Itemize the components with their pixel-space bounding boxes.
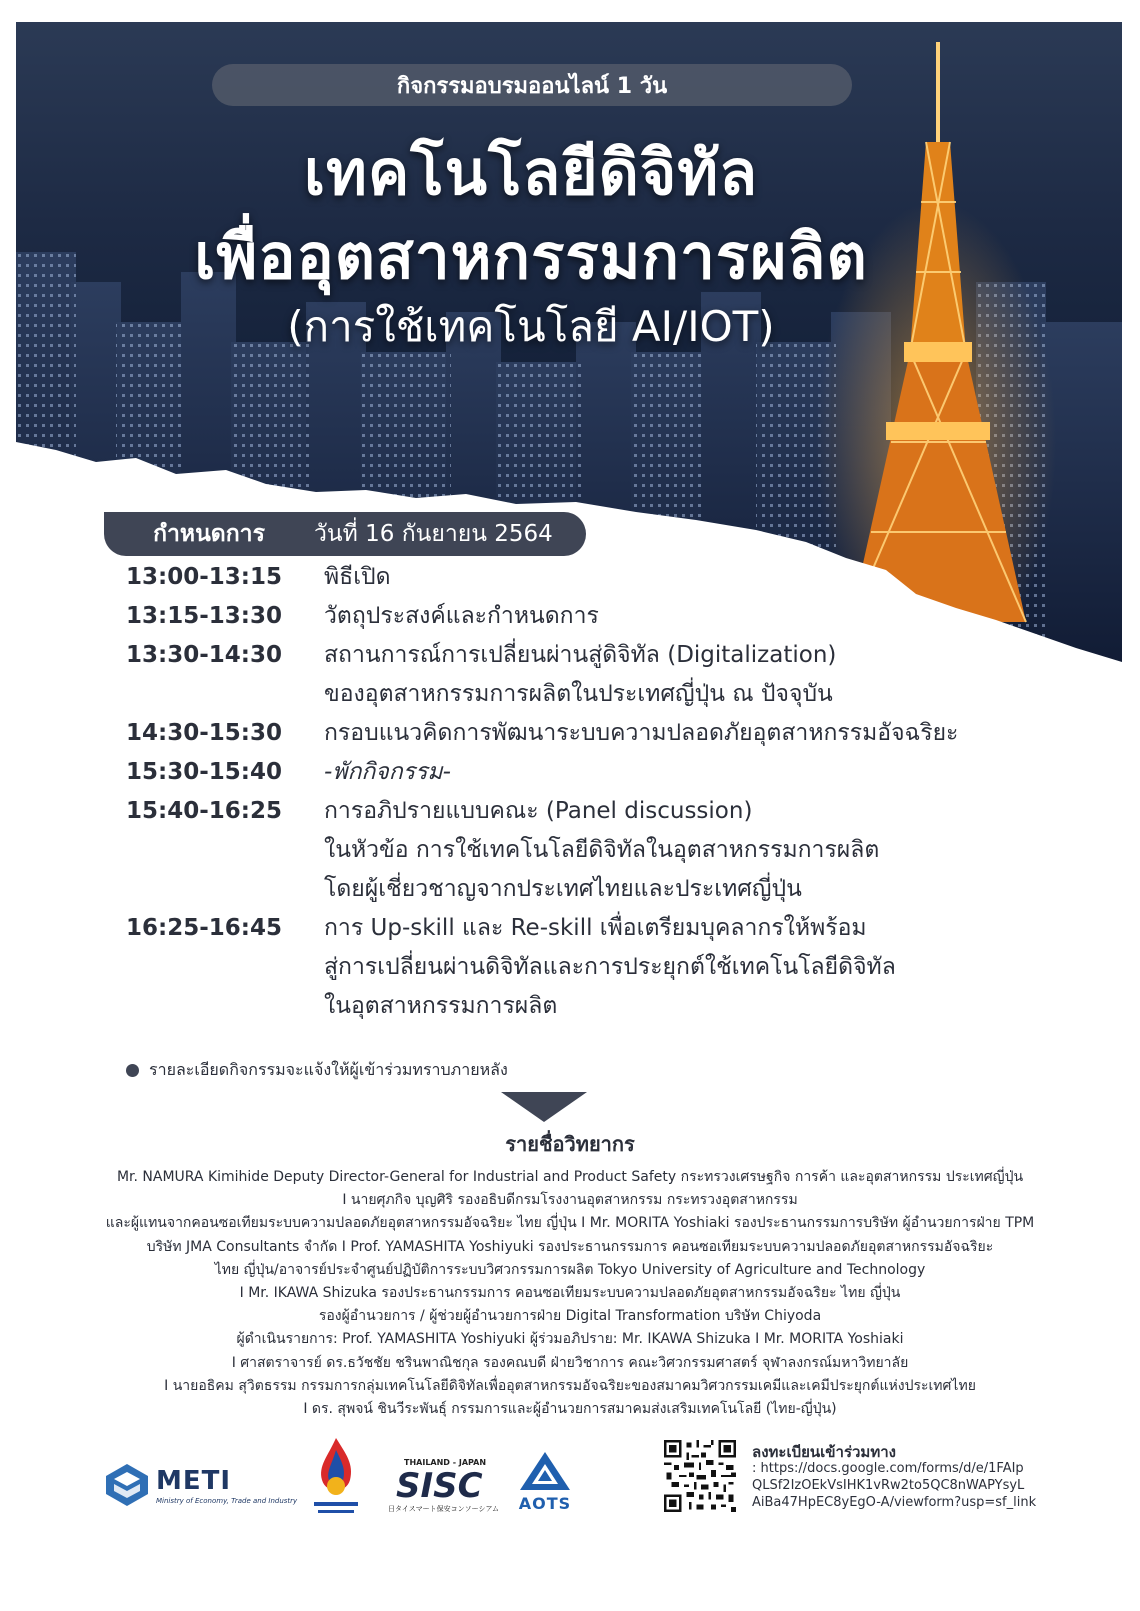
event-subtitle: (การใช้เทคโนโลยี AI/IOT) bbox=[287, 302, 775, 351]
schedule-row bbox=[126, 636, 1026, 714]
schedule-desc: การอภิปรายแบบคณะ (Panel discussion) bbox=[324, 798, 753, 824]
register-title: ลงทะเบียนเข้าร่วมทาง bbox=[752, 1443, 896, 1461]
aots-name: AOTS bbox=[518, 1494, 572, 1513]
schedule-desc: การ Up-skill และ Re-skill เพื่อเตรียมบุคลากรให้พร้อม bbox=[324, 915, 867, 941]
event-title-line2: เพื่ออุตสาหกรรมการผลิต bbox=[194, 220, 868, 293]
speaker-line: รองผู้อำนวยการ / ผู้ช่วยผู้อำนวยการฝ่าย Digital Transformation บริษัท Chiyoda bbox=[318, 1308, 822, 1325]
schedule-time: 13:30-14:30 bbox=[126, 642, 282, 668]
schedule-time: 15:40-16:25 bbox=[126, 798, 282, 824]
down-arrow-icon bbox=[501, 1092, 587, 1122]
schedule-row bbox=[126, 597, 1026, 636]
speaker-line: I ดร. สุพจน์ ชินวีระพันธุ์ กรรมการและผู้อำนวยการสมาคมส่งเสริมเทคโนโลยี (ไทย-ญี่ปุ่น) bbox=[303, 1401, 837, 1418]
qr-code-icon[interactable] bbox=[664, 1440, 736, 1512]
meti-logo-icon bbox=[104, 1462, 150, 1508]
schedule-desc: พิธีเปิด bbox=[324, 564, 391, 590]
schedule-row bbox=[126, 909, 1026, 1026]
schedule-label: กำหนดการ bbox=[153, 521, 265, 547]
sisc-subtitle: 日タイスマート保安コンソーシアム bbox=[388, 1505, 500, 1513]
schedule-date: วันที่ 16 กันยายน 2564 bbox=[314, 521, 553, 547]
sisc-logo: SISC bbox=[396, 1466, 483, 1506]
schedule-desc: กรอบแนวคิดการพัฒนาระบบความปลอดภัยอุตสาหกรรมอัจฉริยะ bbox=[324, 720, 959, 746]
speaker-line: I นายศุภกิจ บุญศิริ รองอธิบดีกรมโรงงานอุตสาหกรรม กระทรวงอุตสาหกรรม bbox=[342, 1192, 798, 1209]
meti-subtitle: Ministry of Economy, Trade and Industry bbox=[156, 1497, 298, 1505]
schedule-desc: โดยผู้เชี่ยวชาญจากประเทศไทยและประเทศญี่ปุ่น bbox=[324, 876, 802, 902]
schedule-desc: ของอุตสาหกรรมการผลิตในประเทศญี่ปุ่น ณ ปัจจุบัน bbox=[324, 681, 833, 707]
bullet-icon bbox=[126, 1064, 139, 1077]
schedule-note bbox=[126, 1058, 508, 1083]
schedule-note-text: รายละเอียดกิจกรรมจะแจ้งให้ผู้เข้าร่วมทราบภายหลัง bbox=[149, 1060, 508, 1079]
register-link-line[interactable]: : https://docs.google.com/forms/d/e/1FAIp bbox=[752, 1461, 1024, 1476]
schedule-time: 14:30-15:30 bbox=[126, 720, 282, 746]
register-link-line[interactable]: AiBa47HpEC8yEgO-A/viewform?usp=sf_link bbox=[752, 1495, 1037, 1510]
sisc-top-label: THAILAND - JAPAN bbox=[404, 1458, 487, 1467]
schedule-desc: -พักกิจกรรม- bbox=[324, 759, 451, 785]
event-type-tag: กิจกรรมอบรมออนไลน์ 1 วัน bbox=[212, 64, 852, 106]
speaker-line: I ศาสตราจารย์ ดร.ธวัชชัย ชรินพาณิชกุล รองคณบดี ฝ่ายวิชาการ คณะวิศวกรรมศาสตร์ จุฬาลงกรณ์มหาวิทยาลัย bbox=[231, 1354, 909, 1371]
speaker-line: Mr. NAMURA Kimihide Deputy Director-General for Industrial and Product Safety กระทรวงเศรษฐกิจ การค้า และอุตสาหกรรม ประเทศญี่ปุ่น bbox=[116, 1169, 1024, 1185]
speaker-line: ไทย ญี่ปุ่น/อาจารย์ประจำศูนย์ปฏิบัติการระบบวิศวกรรมการผลิต Tokyo University of Agriculture and Technology bbox=[214, 1261, 926, 1278]
schedule-desc: ในอุตสาหกรรมการผลิต bbox=[324, 993, 558, 1019]
schedule-desc: สู่การเปลี่ยนผ่านดิจิทัลและการประยุกต์ใช้เทคโนโลยีดิจิทัล bbox=[324, 954, 896, 980]
dip-logo-icon bbox=[310, 1436, 362, 1520]
register-link[interactable] bbox=[752, 1460, 1036, 1511]
schedule-desc: สถานการณ์การเปลี่ยนผ่านสู่ดิจิทัล (Digitalization) bbox=[324, 642, 837, 668]
schedule-time: 13:15-13:30 bbox=[126, 603, 282, 629]
schedule-header bbox=[104, 512, 586, 556]
schedule-time: 15:30-15:40 bbox=[126, 759, 282, 785]
schedule-row bbox=[126, 714, 1026, 753]
schedule-row bbox=[126, 753, 1026, 792]
schedule-row bbox=[126, 558, 1026, 597]
schedule-desc: วัตถุประสงค์และกำหนดการ bbox=[324, 603, 599, 629]
speaker-line: I Mr. IKAWA Shizuka รองประธานกรรมการ คอนซอเทียมระบบความปลอดภัยอุตสาหกรรมอัจฉริยะ ไทย ญี่ปุ่น bbox=[239, 1285, 901, 1302]
speaker-line: ผู้ดำเนินรายการ: Prof. YAMASHITA Yoshiyuki ผู้ร่วมอภิปราย: Mr. IKAWA Shizuka I Mr. MORITA Yoshiaki bbox=[236, 1331, 904, 1348]
schedule-time: 13:00-13:15 bbox=[126, 564, 282, 590]
schedule-desc: ในหัวข้อ การใช้เทคโนโลยีดิจิทัลในอุตสาหกรรมการผลิต bbox=[324, 837, 880, 863]
meti-name: METI bbox=[156, 1466, 232, 1496]
speaker-line: และผู้แทนจากคอนซอเทียมระบบความปลอดภัยอุตสาหกรรมอัจฉริยะ ไทย ญี่ปุ่น I Mr. MORITA Yoshiaki รองประธานกรรมการบริษัท ผู้อำนวยการฝ่าย TPM bbox=[105, 1215, 1035, 1232]
aots-logo bbox=[512, 1450, 578, 1512]
schedule-time: 16:25-16:45 bbox=[126, 915, 282, 941]
speaker-line: I นายอธิคม สุวิตธรรม กรรมการกลุ่มเทคโนโลยีดิจิทัลเพื่ออุตสาหกรรมอัจฉริยะของสมาคมวิศวกรรมเคมีและเคมีประยุกต์แห่งประเทศไทย bbox=[164, 1377, 976, 1394]
event-title-line1: เทคโนโลยีดิจิทัล bbox=[303, 136, 759, 209]
schedule-row bbox=[126, 792, 1026, 909]
speaker-line: บริษัท JMA Consultants จำกัด I Prof. YAMASHITA Yoshiyuki รองประธานกรรมการ คอนซอเทียมระบบความปลอดภัยอุตสาหกรรมอัจฉริยะ bbox=[146, 1238, 994, 1255]
speakers-title: รายชื่อวิทยากร bbox=[505, 1132, 635, 1156]
register-link-line[interactable]: QLSf2IzOEkVsIHK1vRw2to5QC8nWAPYsyL bbox=[752, 1478, 1025, 1493]
speakers-list bbox=[20, 1166, 1120, 1421]
